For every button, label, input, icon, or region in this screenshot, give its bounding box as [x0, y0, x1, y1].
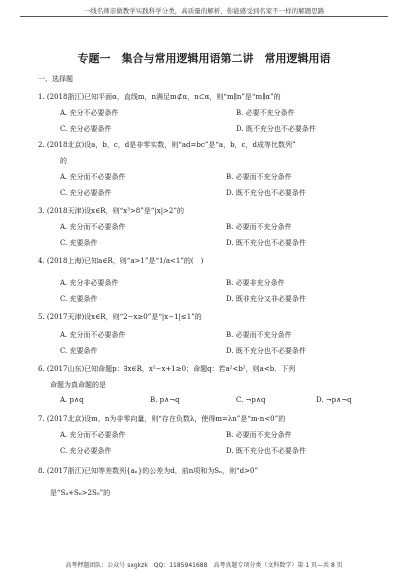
question-4: 4. (2018上海)已知a∈R，则“a>1”是“1/a<1”的( )	[38, 257, 204, 265]
section-heading: 一、选择题	[38, 75, 73, 83]
q5-option-a: A. 充分而不必要条件	[60, 331, 126, 339]
page-title: 专题一 集合与常用逻辑用语第二讲 常用逻辑用语	[77, 52, 331, 65]
q4-option-b: B. 必要非充分条件	[226, 279, 285, 287]
q6-option-b: B. p∧¬q	[150, 396, 180, 404]
q3-option-c: C. 充要条件	[60, 239, 98, 247]
q2-option-c: C. 充分必要条件	[60, 189, 112, 197]
q1-option-d: D. 既不充分也不必要条件	[236, 125, 316, 133]
q4-option-c: C. 充要条件	[60, 295, 98, 303]
question-6-cont: 命题为真命题的是	[50, 381, 106, 389]
q1-option-c: C. 充分必要条件	[60, 125, 112, 133]
question-2: 2. (2018北京)设a，b，c，d是非零实数，则“ad=bc”是“a，b，c，d成等比数列”	[38, 141, 296, 149]
q7-option-d: D. 既不充分也不必要条件	[226, 447, 306, 455]
q3-option-b: B. 必要而不充分条件	[226, 223, 292, 231]
q1-option-b: B. 必要不充分条件	[236, 109, 295, 117]
q7-option-c: C. 充分必要条件	[60, 447, 112, 455]
question-1: 1. (2018浙江)已知平面α，直线m，n满足m⊄α，n⊂α，则“m∥n”是“m∥α”的	[38, 93, 281, 101]
q2-option-b: B. 必要而不充分条件	[226, 173, 292, 181]
q1-option-a: A. 充分不必要条件	[60, 109, 119, 117]
q2-option-a: A. 充分而不必要条件	[60, 173, 126, 181]
q3-option-d: D. 既不充分也不必要条件	[226, 239, 306, 247]
header-divider	[20, 16, 388, 17]
q4-option-d: D. 既非充分又非必要条件	[226, 295, 306, 303]
question-8-cont: 是“S₄+S₆>2S₅”的	[50, 489, 111, 497]
q6-option-d: D. ¬p∧¬q	[316, 396, 352, 404]
q3-option-a: A. 充分而不必要条件	[60, 223, 126, 231]
question-3: 3. (2018天津)设x∈R，则“x³>8”是“|x|>2”的	[38, 207, 184, 215]
page-footer: 高考押题团队：公众号 sxgkzk QQ：1185941688 高考真题专项分类（文科数学）第 1 页—共 8 页	[65, 562, 343, 569]
q2-option-d: D. 既不充分也不必要条件	[226, 189, 306, 197]
question-6: 6. (2017山东)已知命题p：∃x∈R，x²−x+1≥0；命题q：若a²<b²，则a<b．下列	[38, 365, 296, 373]
question-7: 7. (2017北京)设m，n为非零向量，则“存在负数λ，使得m=λn”是“m·n<0”的	[38, 415, 286, 423]
q4-option-a: A. 充分非必要条件	[60, 279, 119, 287]
q7-option-a: A. 充分而不必要条件	[60, 431, 126, 439]
q5-option-d: D. 既不充分也不必要条件	[226, 347, 306, 355]
page-header: 一线名师亲做教学实践科学分类，高质量的解析，你能感受到名家不一样的解题思路	[83, 7, 325, 15]
q6-option-c: C. ¬p∧q	[236, 396, 266, 404]
q7-option-b: B. 必要而不充分条件	[226, 431, 292, 439]
question-8: 8. (2017浙江)已知等差数列{aₙ}的公差为d，前n项和为Sₙ，则“d>0”	[38, 467, 259, 475]
q5-option-c: C. 充要条件	[60, 347, 98, 355]
q6-option-a: A. p∧q	[60, 396, 84, 404]
question-5: 5. (2017天津)设x∈R，则“2−x≥0”是“|x−1|≤1”的	[38, 313, 202, 321]
q5-option-b: B. 必要而不充分条件	[226, 331, 292, 339]
question-2-cont: 的	[60, 157, 67, 165]
